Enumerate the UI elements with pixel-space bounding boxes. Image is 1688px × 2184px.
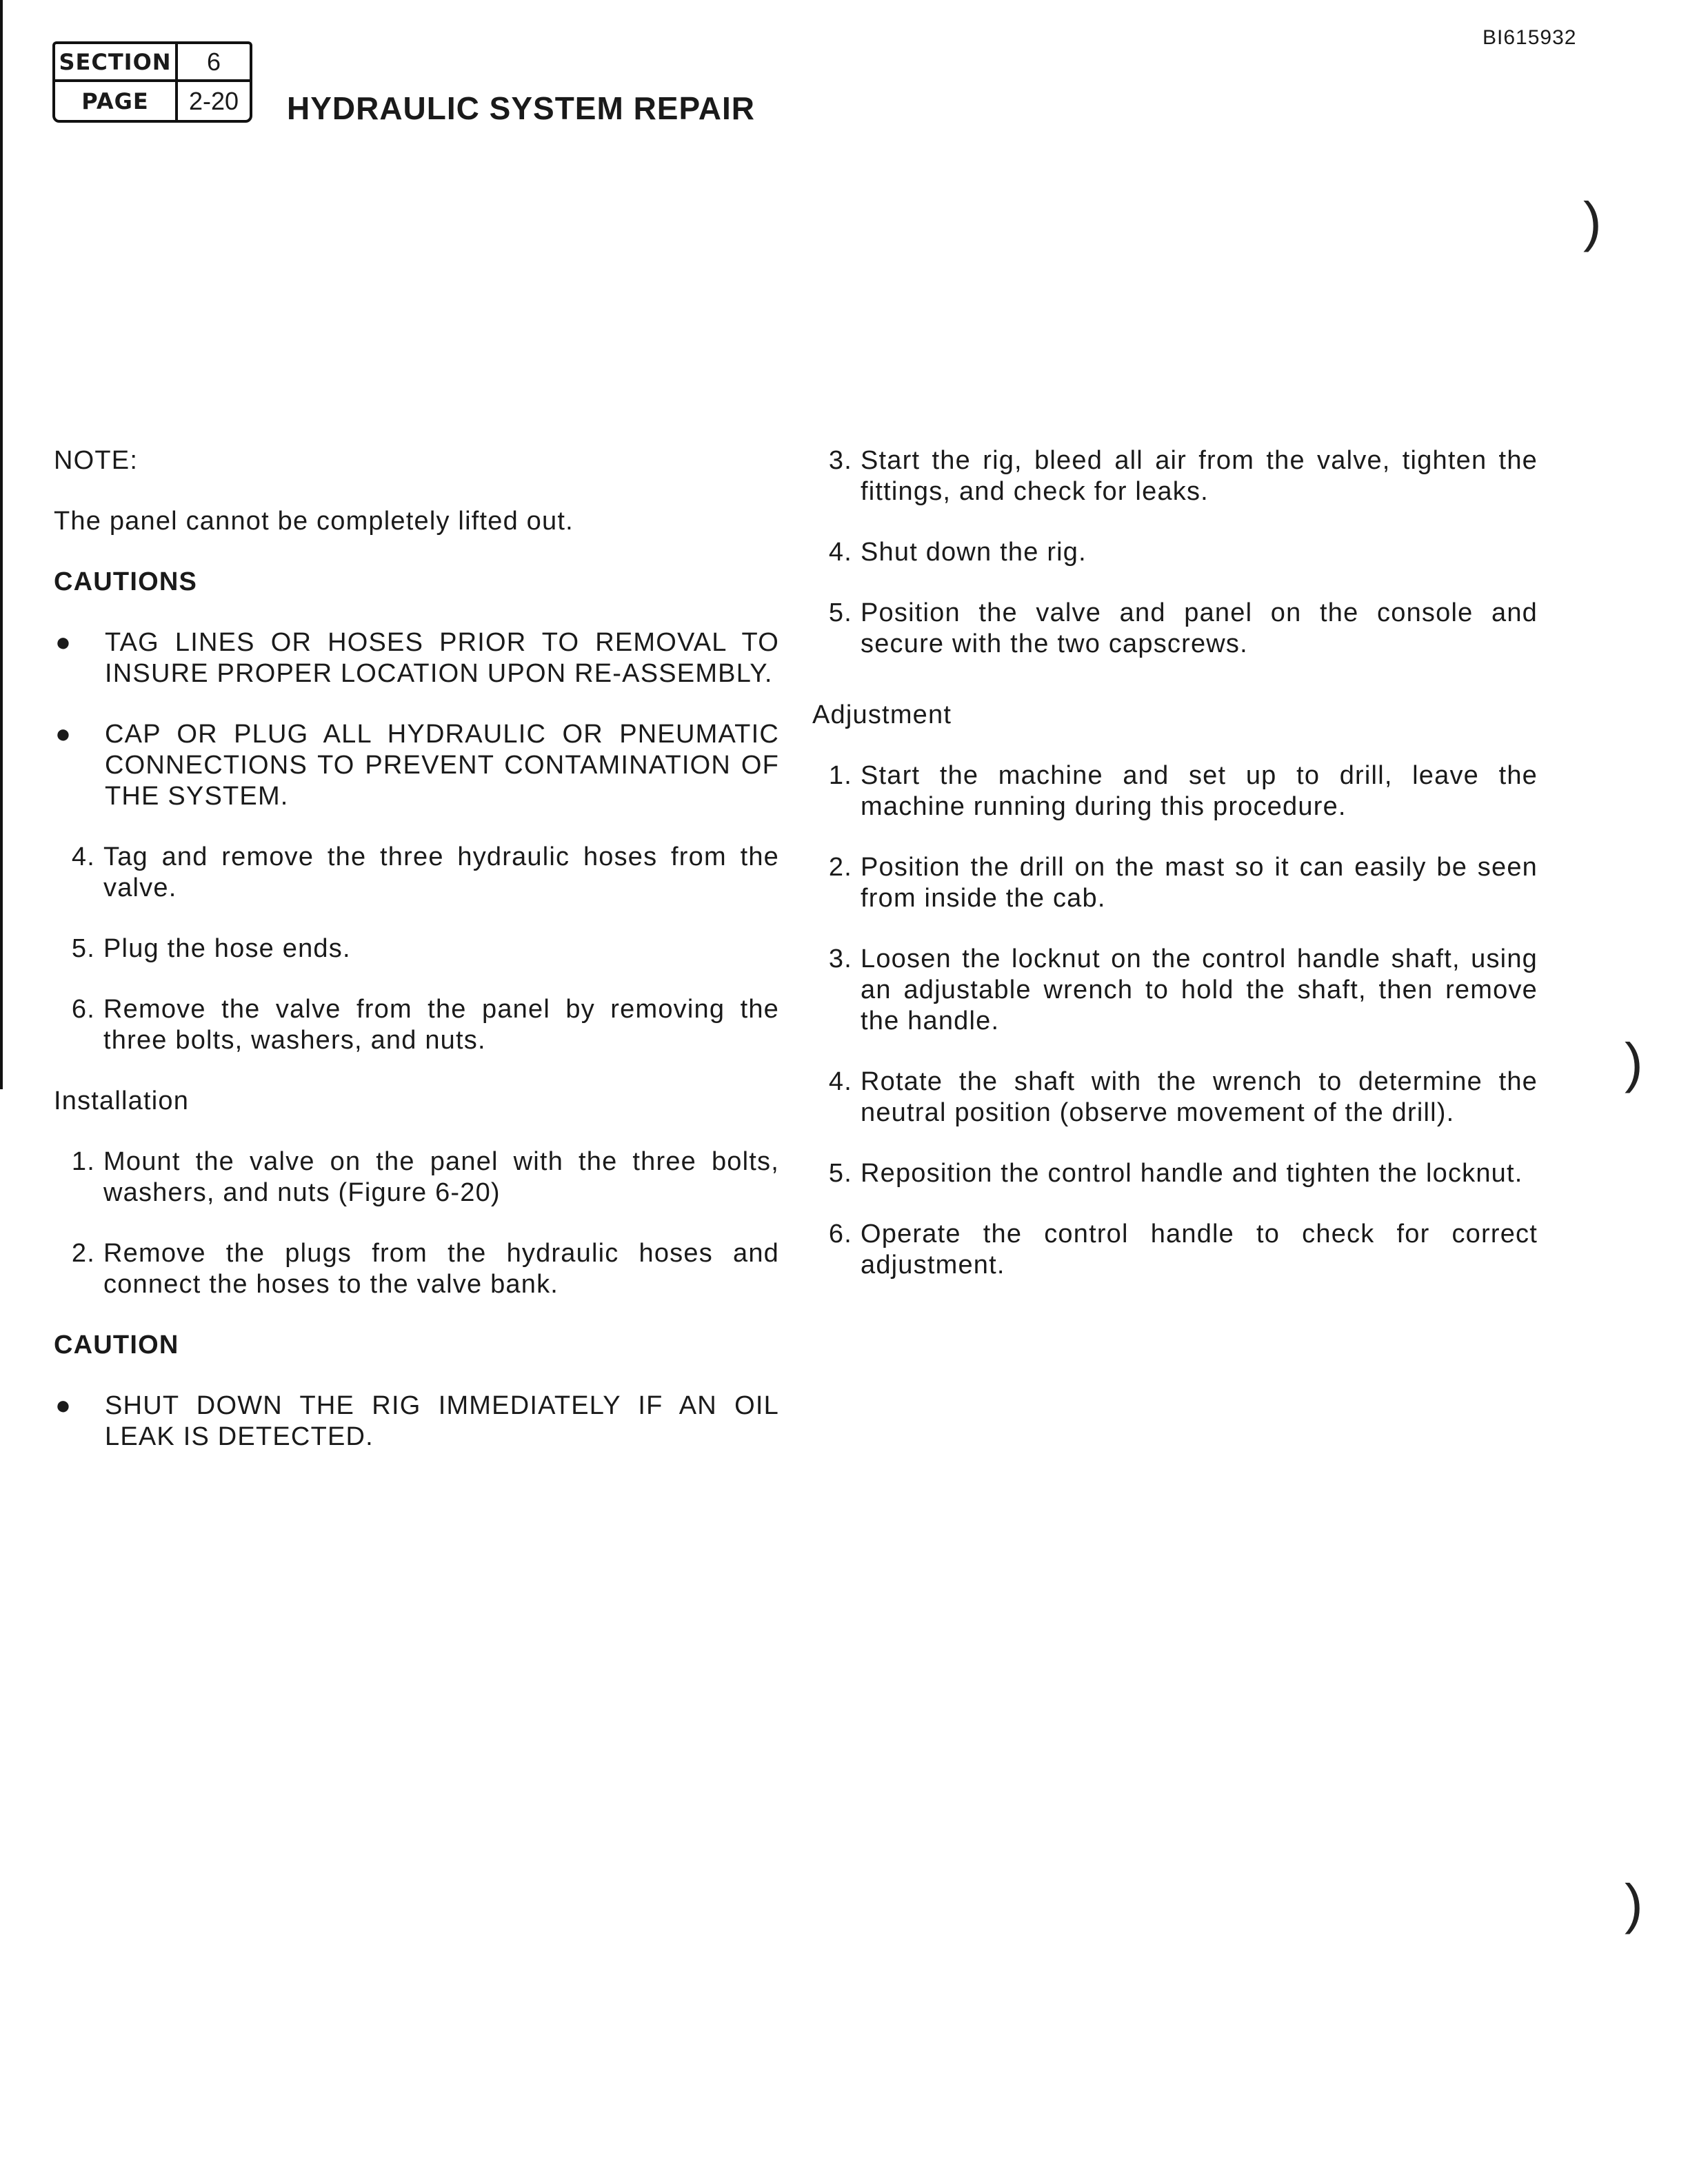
- document-id: BI615932: [1483, 26, 1577, 49]
- installation-step: 3. Start the rig, bleed all air from the valve, tighten the fittings, and check for leaks.: [828, 446, 1538, 506]
- installation-step: 4. Shut down the rig.: [828, 538, 1087, 567]
- note-label: NOTE:: [54, 446, 139, 475]
- section-label: SECTION: [55, 44, 178, 82]
- installation-step: 2. Remove the plugs from the hydraulic hoses and connect the hoses to the valve bank.: [71, 1239, 779, 1299]
- adjustment-heading: Adjustment: [812, 700, 952, 729]
- right-column: [812, 445, 1538, 1281]
- binder-hole-mark: ): [1625, 1873, 1643, 1934]
- caution-item: ● CAP OR PLUG ALL HYDRAULIC OR PNEUMATIC CONNECTIONS TO PREVENT CONTAMINATION OF THE SYSTEM.: [55, 720, 779, 811]
- section-number: 6: [178, 44, 250, 82]
- binder-hole-mark: ): [1625, 1032, 1643, 1093]
- removal-step: 4. Tag and remove the three hydraulic hoses from the valve.: [71, 842, 779, 902]
- section-page-box: [52, 41, 252, 123]
- bullet-icon: ●: [55, 628, 72, 657]
- adjustment-step: 1. Start the machine and set up to drill, leave the machine running during this procedure.: [828, 761, 1538, 821]
- adjustment-step: 2. Position the drill on the mast so it can easily be seen from inside the cab.: [828, 853, 1538, 913]
- installation-heading: Installation: [54, 1086, 190, 1115]
- note-text: The panel cannot be completely lifted out.: [54, 507, 574, 536]
- left-column: [54, 445, 779, 1453]
- installation-step: 1. Mount the valve on the panel with the three bolts, washers, and nuts (Figure 6-20): [71, 1147, 779, 1207]
- page-number: 2-20: [188, 86, 239, 115]
- binder-hole-mark: ): [1583, 191, 1602, 252]
- adjustment-step: 6. Operate the control handle to check for correct adjustment.: [828, 1220, 1538, 1280]
- caution-item: ● SHUT DOWN THE RIG IMMEDIATELY IF AN OIL LEAK IS DETECTED.: [55, 1391, 779, 1451]
- bullet-icon: ●: [55, 720, 72, 749]
- page-title: HYDRAULIC SYSTEM REPAIR: [287, 90, 755, 126]
- bullet-icon: ●: [55, 1391, 72, 1420]
- cautions-heading: CAUTIONS: [54, 567, 198, 596]
- adjustment-step: 4. Rotate the shaft with the wrench to determine the neutral position (observe movement of the drill).: [828, 1067, 1538, 1127]
- page-edge-line: [0, 0, 3, 1089]
- page-label: PAGE: [55, 82, 178, 120]
- caution-heading: CAUTION: [54, 1331, 179, 1359]
- removal-step: 5. Plug the hose ends.: [71, 934, 351, 963]
- adjustment-step: 3. Loosen the locknut on the control handle shaft, using an adjustable wrench to hold the shaft, then remove the handle.: [828, 944, 1538, 1035]
- installation-step: 5. Position the valve and panel on the console and secure with the two capscrews.: [828, 598, 1538, 658]
- removal-step: 6. Remove the valve from the panel by removing the three bolts, washers, and nuts.: [71, 995, 779, 1055]
- adjustment-step: 5. Reposition the control handle and tighten the locknut.: [828, 1159, 1523, 1188]
- caution-item: ● TAG LINES OR HOSES PRIOR TO REMOVAL TO INSURE PROPER LOCATION UPON RE-ASSEMBLY.: [55, 628, 779, 688]
